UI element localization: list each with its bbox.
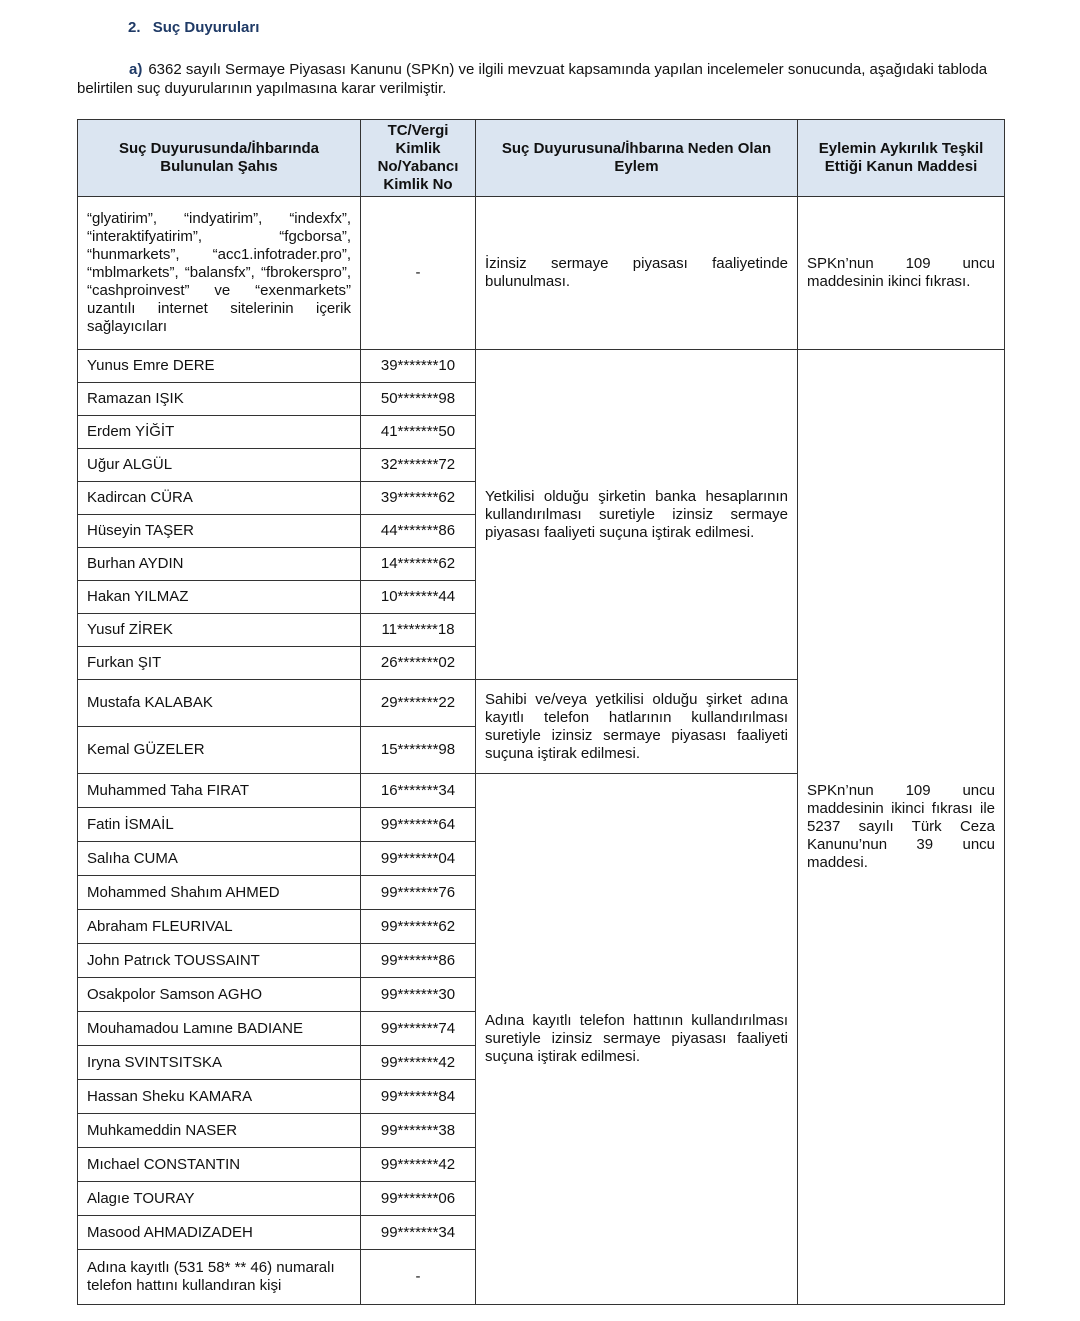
person-name-cell: Salıha CUMA [78, 842, 361, 876]
person-name-cell: Alagıe TOURAY [78, 1182, 361, 1216]
id-cell: 99*******06 [361, 1182, 476, 1216]
intro-text: 6362 sayılı Sermaye Piyasası Kanunu (SPKn) ve ilgili mevzuat kapsamında yapılan incelemeler sonucunda, aşağıdaki tabloda belirtilen suç duyurularının yapılmasına karar verilmiştir. [77, 61, 988, 97]
person-name-cell: Muhammed Taha FIRAT [78, 774, 361, 808]
intro-label: a) [129, 61, 143, 78]
id-cell: 99*******30 [361, 978, 476, 1012]
person-name-cell: Yunus Emre DERE [78, 350, 361, 383]
person-name-cell: John Patrıck TOUSSAINT [78, 944, 361, 978]
group3-action-cell: Adına kayıtlı telefon hattının kullandırılması suretiyle izinsiz sermaye piyasası faaliyeti suçuna iştirak edilmesi. [476, 774, 798, 1305]
id-cell: 99*******62 [361, 910, 476, 944]
table-row-websites [78, 197, 1005, 350]
header-person: Suç Duyurusunda/İhbarında Bulunulan Şahıs [78, 120, 361, 197]
person-name-cell: Furkan ŞIT [78, 647, 361, 680]
id-cell: 15*******98 [361, 727, 476, 774]
shared-law-cell: SPKn’nun 109 uncu maddesinin ikinci fıkrası ile 5237 sayılı Türk Ceza Kanunu’nun 39 uncu maddesi. [798, 350, 1005, 1305]
law-cell: SPKn’nun 109 uncu maddesinin ikinci fıkrası. [798, 197, 1005, 350]
id-cell: 44*******86 [361, 515, 476, 548]
id-cell: 99*******74 [361, 1012, 476, 1046]
person-name-cell: Muhkameddin NASER [78, 1114, 361, 1148]
person-name-cell: Mohammed Shahım AHMED [78, 876, 361, 910]
id-cell: - [361, 197, 476, 350]
person-name-cell: Mustafa KALABAK [78, 680, 361, 727]
person-name-cell: Uğur ALGÜL [78, 449, 361, 482]
group2-action-cell: Sahibi ve/veya yetkilisi olduğu şirket adına kayıtlı telefon hatlarının kullandırılması suretiyle izinsiz sermaye piyasası faaliyeti suçuna iştirak edilmesi. [476, 680, 798, 774]
intro-paragraph [77, 60, 1003, 98]
person-name-cell: Masood AHMADIZADEH [78, 1216, 361, 1250]
id-cell: 32*******72 [361, 449, 476, 482]
id-cell: 99*******86 [361, 944, 476, 978]
id-cell: 99*******42 [361, 1148, 476, 1182]
header-action: Suç Duyurusuna/İhbarına Neden Olan Eylem [476, 120, 798, 197]
id-cell: 99*******76 [361, 876, 476, 910]
person-name-cell: Mıchael CONSTANTIN [78, 1148, 361, 1182]
person-name-cell: Kadircan CÜRA [78, 482, 361, 515]
id-cell: 39*******62 [361, 482, 476, 515]
person-name-cell: Adına kayıtlı (531 58* ** 46) numaralı telefon hattını kullandıran kişi [78, 1250, 361, 1305]
id-cell: 99*******34 [361, 1216, 476, 1250]
person-name-cell: Ramazan IŞIK [78, 383, 361, 416]
websites-cell: “glyatirim”, “indyatirim”, “indexfx”, “interaktifyatirim”, “fgcborsa”, “hunmarkets”, “acc1.infotrader.pro”, “mblmarkets”, “balansfx”, “fbrokerspro”, “cashproinvest” ve “exenmarkets” uzantılı internet sitelerinin içerik sağlayıcıları [78, 197, 361, 350]
id-cell: - [361, 1250, 476, 1305]
id-cell: 41*******50 [361, 416, 476, 449]
person-name-cell: Mouhamadou Lamıne BADIANE [78, 1012, 361, 1046]
id-cell: 99*******04 [361, 842, 476, 876]
section-number: 2. [128, 19, 141, 36]
id-cell: 39*******10 [361, 350, 476, 383]
action-cell: İzinsiz sermaye piyasası faaliyetinde bulunulması. [476, 197, 798, 350]
person-name-cell: Erdem YİĞİT [78, 416, 361, 449]
id-cell: 10*******44 [361, 581, 476, 614]
group1-action-cell: Yetkilisi olduğu şirketin banka hesaplarının kullandırılması suretiyle izinsiz sermaye piyasası faaliyeti suçuna iştirak edilmesi. [476, 350, 798, 680]
header-id: TC/Vergi Kimlik No/Yabancı Kimlik No [361, 120, 476, 197]
person-name-cell: Osakpolor Samson AGHO [78, 978, 361, 1012]
id-cell: 99*******64 [361, 808, 476, 842]
id-cell: 16*******34 [361, 774, 476, 808]
table-header-row [78, 120, 1005, 197]
section-title: Suç Duyuruları [152, 19, 260, 36]
person-name-cell: Kemal GÜZELER [78, 727, 361, 774]
person-name-cell: Yusuf ZİREK [78, 614, 361, 647]
person-name-cell: Hakan YILMAZ [78, 581, 361, 614]
table-row [78, 350, 1005, 383]
person-name-cell: Fatin İSMAİL [78, 808, 361, 842]
id-cell: 50*******98 [361, 383, 476, 416]
person-name-cell: Burhan AYDIN [78, 548, 361, 581]
person-name-cell: Hassan Sheku KAMARA [78, 1080, 361, 1114]
header-law: Eylemin Aykırılık Teşkil Ettiği Kanun Maddesi [798, 120, 1005, 197]
person-name-cell: Hüseyin TAŞER [78, 515, 361, 548]
id-cell: 14*******62 [361, 548, 476, 581]
id-cell: 99*******42 [361, 1046, 476, 1080]
section-heading [128, 19, 259, 36]
id-cell: 11*******18 [361, 614, 476, 647]
person-name-cell: Iryna SVINTSITSKA [78, 1046, 361, 1080]
id-cell: 29*******22 [361, 680, 476, 727]
id-cell: 99*******38 [361, 1114, 476, 1148]
criminal-complaints-table [77, 119, 1005, 1305]
person-name-cell: Abraham FLEURIVAL [78, 910, 361, 944]
id-cell: 99*******84 [361, 1080, 476, 1114]
id-cell: 26*******02 [361, 647, 476, 680]
